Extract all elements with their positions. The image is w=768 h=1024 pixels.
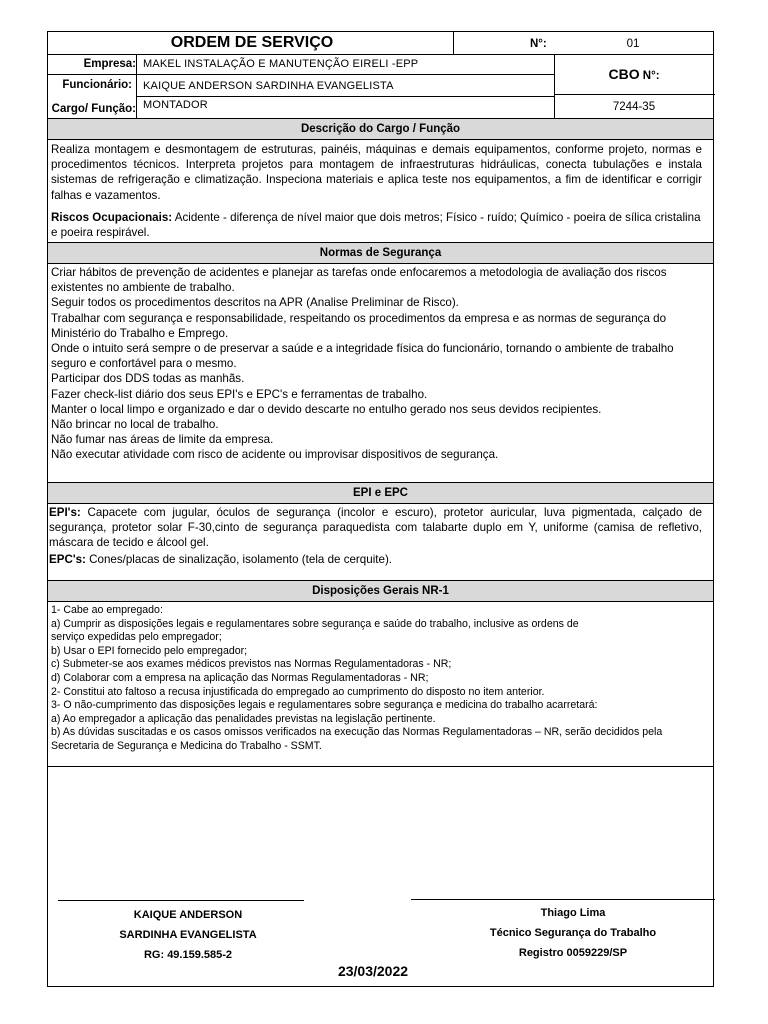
normas-item: Participar dos DDS todas as manhãs. [51,372,245,386]
epi-text: Capacete com jugular, óculos de segurança (incolor e escuro), protetor auricular, luva pigmentada, calçado de segurança, protetor solar F-30,cinto de segurança paraquedista com talabarte duplo em Y, uniforme (camisa de refletivo, máscara de tecido e álcool gel. [49,506,702,550]
normas-item: Não fumar nas áreas de limite da empresa. [51,433,274,447]
normas-list [51,265,702,465]
signature-line-employee [58,900,304,901]
riscos-text: Acidente - diferença de nível maior que dois metros; Físico - ruído; Químico - poeira de sílica cristalina e poeira respirável. [51,211,701,240]
normas-item: Manter o local limpo e organizado e dar o devido descarte no entulho gerado nos seus devidos recipientes. [51,402,602,416]
riscos-label: Riscos Ocupacionais: [51,211,173,224]
technician-registration: Registro 0059229/SP [518,947,628,959]
empresa-value: MAKEL INSTALAÇÃO E MANUTENÇÃO EIRELI -EPP [143,58,419,70]
normas-item: Criar hábitos de prevenção de acidentes e planejar as tarefas onde enfocaremos a metodologia de avaliação dos riscos existentes no ambiente de trabalho. [51,266,667,295]
epc-text: Cones/placas de sinalização, isolamento (tela de cerquite). [85,553,393,566]
divider [48,139,713,140]
document-date: 23/03/2022 [337,963,409,979]
disposicoes-item: b) As dúvidas suscitadas e os casos omissos verificados na execução das Normas Regulamentadoras – NR, serão decididos pela [51,726,663,739]
order-number-label: N°: [530,38,547,50]
epi-title: EPI e EPC [353,487,408,499]
disposicoes-item: 3- O não-cumprimento das disposições legais e regulamentares sobre segurança e medicina do trabalho acarretará: [51,699,598,712]
epc-paragraph [49,552,702,568]
signature-line-technician [411,899,715,900]
employee-name-line2: SARDINHA EVANGELISTA [119,929,257,941]
cargo-label: Cargo/ Função: [51,103,136,115]
riscos-paragraph [51,210,702,242]
epc-label: EPC's: [49,553,86,566]
normas-title: Normas de Segurança [319,247,442,259]
order-number-value: 01 [626,38,640,50]
disposicoes-item: c) Submeter-se aos exames médicos previstos nas Normas Regulamentadoras - NR; [51,658,452,671]
disposicoes-item: b) Usar o EPI fornecido pelo empregador; [51,644,248,657]
divider [48,601,713,602]
normas-item: Trabalhar com segurança e responsabilidade, respeitando os procedimentos da empresa e as normas de segurança do Ministério do Trabalho e Emprego. [51,311,667,340]
divider [48,263,713,264]
employee-name-line1: KAIQUE ANDERSON [133,909,243,921]
normas-item: Onde o intuito será sempre o de preservar a saúde e a integridade física do funcionário, tornando o ambiente de trabalho seguro e confortável para o mesmo. [51,342,674,371]
cbo-label-big: CBO [608,66,640,82]
disposicoes-title: Disposições Gerais NR-1 [312,585,449,597]
technician-signature-block [458,903,688,963]
technician-title: Técnico Segurança do Trabalho [489,927,657,939]
disposicoes-item: a) Ao empregador a aplicação das penalidades previstas na legislação pertinente. [51,712,436,725]
disposicoes-item: serviço expedidas pelo empregador; [51,631,222,644]
epi-paragraph [49,505,702,553]
cargo-value: MONTADOR [143,99,208,111]
empresa-label: Empresa: [83,58,136,70]
disposicoes-item: 1- Cabe ao empregado: [51,604,163,616]
cbo-value: 7244-35 [612,101,656,113]
employee-rg: RG: 49.159.585-2 [143,949,233,961]
disposicoes-list [51,604,706,764]
service-order-form [47,31,714,987]
descricao-title: Descrição do Cargo / Função [300,123,461,135]
normas-item: Seguir todos os procedimentos descritos na APR (Analise Preliminar de Risco). [51,296,459,310]
cbo-label-small: N°: [639,70,660,82]
normas-item: Não brincar no local de trabalho. [51,418,219,432]
normas-item: Fazer check-list diário dos seus EPI's e EPC's e ferramentas de trabalho. [51,387,428,401]
funcionario-value: KAIQUE ANDERSON SARDINHA EVANGELISTA [143,80,394,92]
disposicoes-item: d) Colaborar com a empresa na aplicação das Normas Regulamentadoras - NR; [51,671,429,684]
divider [48,766,713,767]
technician-name: Thiago Lima [540,907,606,919]
disposicoes-item: 2- Constitui ato faltoso a recusa injustificada do empregado ao cumprimento do disposto no item anterior. [51,685,545,698]
divider [554,94,715,95]
field-column-divider [136,54,137,118]
page-title: ORDEM DE SERVIÇO [170,34,334,51]
cbo-label [555,60,713,88]
epi-label: EPI's: [49,506,81,519]
funcionario-label: Funcionário: [62,79,132,91]
disposicoes-item: Secretaria de Segurança e Medicina do Trabalho - SSMT. [51,739,322,752]
descricao-text: Realiza montagem e desmontagem de estruturas, painéis, máquinas e demais equipamentos, conforme projeto, normas e procedimentos técnicos. Interpreta projetos para montagem de infraestruturas hidráulicas, conecta tubulações e instala sistemas de refrigeração e climatização. Inspeciona materiais e aplica teste nos equipamentos, a fim de identificar e corrigir falhas e vazamentos. [51,143,702,202]
disposicoes-item: a) Cumprir as disposições legais e regulamentares sobre segurança e saúde do trabalho, inclusive as ordens de [51,617,579,630]
employee-signature-block [88,905,288,965]
normas-item: Não executar atividade com risco de acidente ou improvisar dispositivos de segurança. [51,448,499,462]
header-divider [453,32,454,54]
divider [48,503,713,504]
